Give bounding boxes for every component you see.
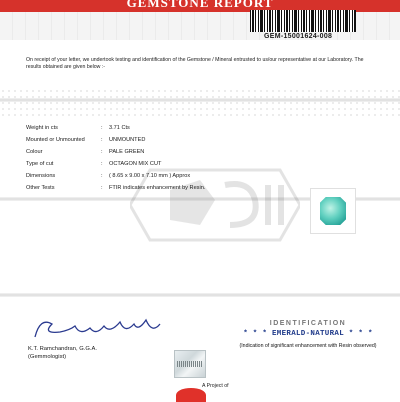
detail-value: ( 8.65 x 9.00 x 7.10 mm ) Approx: [109, 173, 191, 179]
fold-line: [0, 98, 400, 102]
detail-colon: :: [101, 185, 103, 191]
signatory-role: (Gemmologist): [28, 354, 67, 360]
project-text: A Project of: [202, 383, 229, 389]
signatory-block: [28, 345, 97, 361]
detail-colon: :: [101, 125, 103, 131]
detail-value: 3.71 Cts: [109, 125, 130, 131]
report-number: GEM-15001624-008: [264, 33, 333, 40]
report-title: GEMSTONE REPORT: [126, 0, 274, 10]
detail-row-cut: [26, 161, 326, 171]
detail-label: Mounted or Unmounted: [26, 137, 85, 143]
dot-pattern: [0, 88, 400, 118]
hologram-code: [177, 361, 203, 367]
detail-label: Colour: [26, 149, 43, 155]
detail-row-weight: [26, 125, 326, 135]
detail-row-colour: [26, 149, 326, 159]
detail-value: OCTAGON MIX CUT: [109, 161, 162, 167]
detail-colon: :: [101, 173, 103, 179]
detail-row-mounting: [26, 137, 326, 147]
identification-result: * * * EMERALD-NATURAL * * *: [243, 330, 373, 338]
detail-value: FTIR indicates enhancement by Resin.: [109, 185, 206, 191]
emerald-image: [320, 197, 346, 225]
identification-heading: IDENTIFICATION: [269, 320, 347, 327]
detail-label: Dimensions: [26, 173, 56, 179]
detail-label: Weight in cts: [26, 125, 58, 131]
gem-photo: [310, 188, 356, 234]
hologram-sticker: [174, 350, 206, 378]
detail-value: PALE GREEN: [109, 149, 145, 155]
signatory-name: K.T. Ramchandran, G.G.A.: [28, 346, 97, 352]
detail-label: Other Tests: [26, 185, 55, 191]
detail-colon: :: [101, 161, 103, 167]
signature: [30, 312, 180, 344]
detail-label: Type of cut: [26, 161, 54, 167]
detail-colon: :: [101, 149, 103, 155]
detail-row-other-tests: [26, 185, 326, 195]
intro-text: On receipt of your letter, we undertook testing and identification of the Gemstone / Mineral entrusted to us/our representative at our Laboratory. The results obtained are given below :-: [26, 57, 364, 70]
barcode: [250, 10, 356, 32]
identification-note: (Indication of significant enhancement with Resin observed): [239, 343, 377, 349]
detail-value: UNMOUNTED: [109, 137, 146, 143]
detail-colon: :: [101, 137, 103, 143]
fold-line: [0, 293, 400, 297]
detail-row-dimensions: [26, 173, 326, 183]
